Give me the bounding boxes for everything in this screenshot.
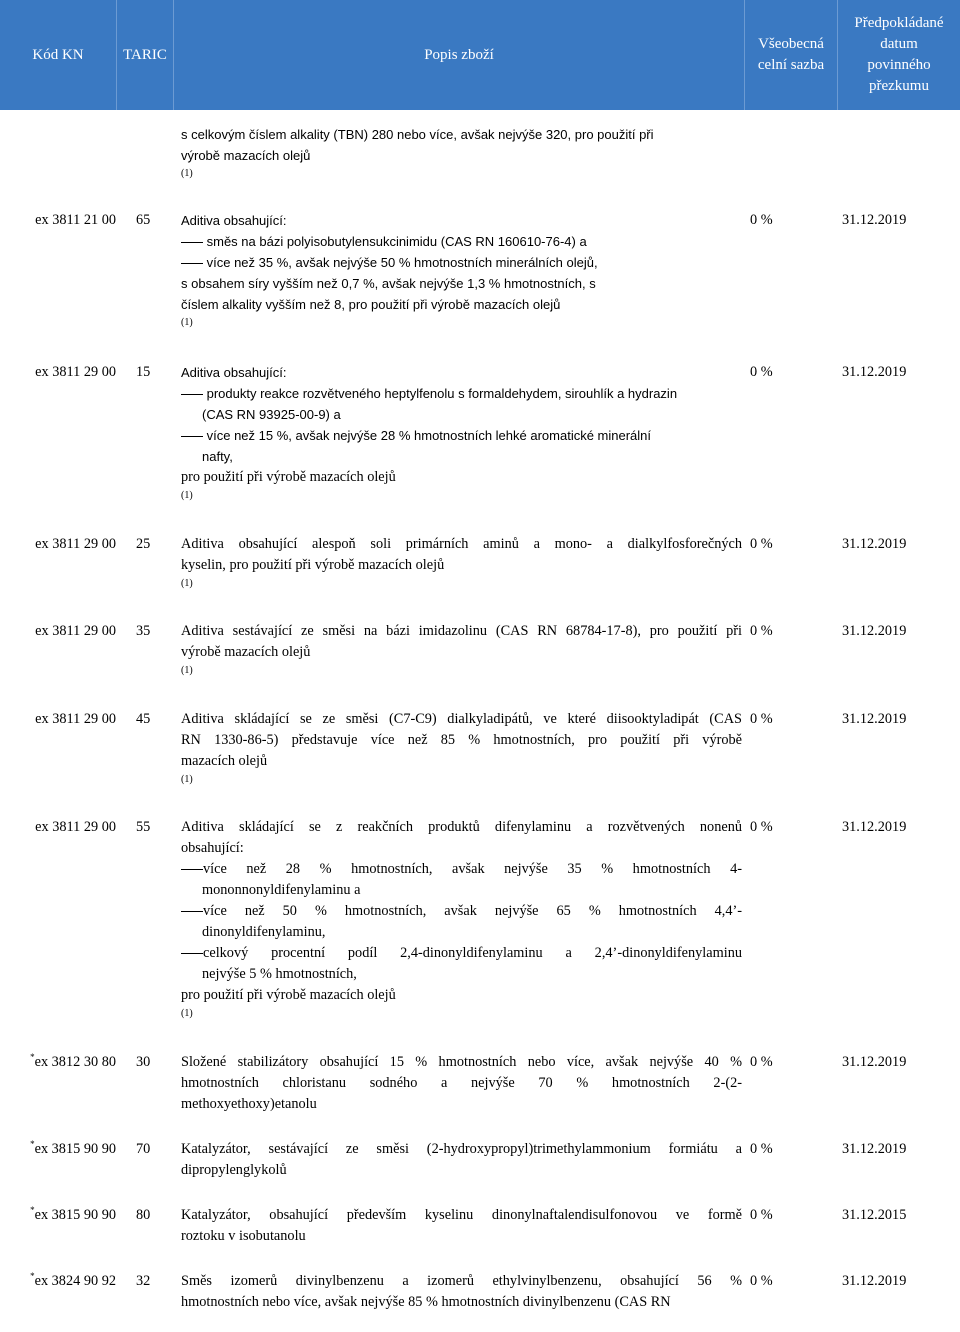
row-description <box>181 534 742 591</box>
row-date: 31.12.2019 <box>842 536 907 552</box>
header-sazba <box>745 0 837 110</box>
amendment-star: * <box>30 1205 35 1215</box>
header-datum <box>838 0 960 110</box>
description-text: celkový procentní podíl 2,4-dinonyldifenylaminu a 2,4’-dinonyldifenylaminu <box>203 945 742 961</box>
footnote-ref: (1) <box>181 490 193 501</box>
row-kn-code <box>0 1052 116 1073</box>
description-line: Aditiva obsahující alespoň soli primárních aminů a mono- a dialkylfosforečných <box>181 536 742 552</box>
dash-icon <box>181 953 203 964</box>
row-kn-code <box>0 1139 116 1160</box>
description-dash-line <box>181 901 742 922</box>
row-taric-code: 25 <box>136 536 151 552</box>
header-popis-label: Popis zboží <box>424 46 494 63</box>
description-line: methoxyethoxy)etanolu <box>181 1096 317 1112</box>
description-title: Aditiva obsahující: <box>181 365 287 380</box>
description-line: nejvýše 5 % hmotnostních, <box>202 966 357 982</box>
description-line: obsahující: <box>181 840 244 856</box>
description-dash-line <box>181 943 742 964</box>
row-date: 31.12.2019 <box>842 1054 907 1070</box>
row-kn-code <box>0 1205 116 1226</box>
dash-icon <box>181 263 203 264</box>
row-kn-code-text: ex 3815 90 90 <box>34 1207 116 1223</box>
description-line: (CAS RN 93925-00-9) a <box>202 407 341 422</box>
description-line: Katalyzátor, sestávající ze směsi (2-hydroxypropyl)trimethylammonium formiátu a <box>181 1141 742 1157</box>
row-taric-code: 30 <box>136 1054 151 1070</box>
row-rate: 0 % <box>750 711 773 727</box>
footnote-ref: (1) <box>181 774 193 785</box>
row-date: 31.12.2019 <box>842 1141 907 1157</box>
description-line: Aditiva skládající se z reakčních produktů difenylaminu a rozvětvených nonenů <box>181 819 742 835</box>
row-date: 31.12.2019 <box>842 819 907 835</box>
description-text: více než 35 %, avšak nejvýše 50 % hmotnostních minerálních olejů, <box>206 255 598 270</box>
row-kn-code-text: ex 3815 90 90 <box>34 1141 116 1157</box>
description-title: Aditiva obsahující: <box>181 213 287 228</box>
footnote-ref: (1) <box>181 317 193 328</box>
row-taric-code: 35 <box>136 623 151 639</box>
description-dash-line <box>181 425 742 446</box>
description-line: pro použití při výrobě mazacích olejů <box>181 987 396 1003</box>
table-header <box>0 0 960 110</box>
row-description <box>181 210 742 330</box>
dash-icon <box>181 869 203 880</box>
description-line: s celkovým číslem alkality (TBN) 280 nebo více, avšak nejvýše 320, pro použití při <box>181 127 654 142</box>
header-popis <box>174 0 744 110</box>
footnote-ref: (1) <box>181 168 193 179</box>
row-kn-code: ex 3811 29 00 <box>35 623 116 639</box>
footnote-ref: (1) <box>181 578 193 589</box>
description-line: Aditiva skládající se ze směsi (C7-C9) dialkyladipátů, ve které diisooktyladipát (CAS <box>181 711 742 727</box>
row-date: 31.12.2015 <box>842 1207 907 1223</box>
description-text: produkty reakce rozvětveného heptylfenolu s formaldehydem, sirouhlík a hydrazin <box>206 386 678 401</box>
row-rate: 0 % <box>750 1273 773 1289</box>
description-dash-line <box>181 383 742 404</box>
row-kn-code: ex 3811 29 00 <box>35 536 116 552</box>
header-sazba-line-2: celní sazba <box>757 57 825 73</box>
header-kod-kn-label: Kód KN <box>32 46 84 63</box>
row-date: 31.12.2019 <box>842 1273 907 1289</box>
row-rate: 0 % <box>750 819 773 835</box>
row-taric-code: 65 <box>136 212 151 228</box>
amendment-star: * <box>30 1271 35 1281</box>
dash-icon <box>181 242 203 243</box>
row-rate: 0 % <box>750 212 773 228</box>
row-rate: 0 % <box>750 1141 773 1157</box>
description-dash-line <box>181 859 742 880</box>
row-date: 31.12.2019 <box>842 364 907 380</box>
description-line: roztoku v isobutanolu <box>181 1228 306 1244</box>
row-description <box>181 1139 742 1181</box>
row-description <box>181 709 742 787</box>
row-description <box>181 621 742 678</box>
row-description <box>181 1052 742 1115</box>
description-line: RN 1330-86-5) představuje více než 85 % hmotnostních, pro použití při výrobě <box>181 732 742 748</box>
amendment-star: * <box>30 1139 35 1149</box>
description-text: směs na bázi polyisobutylensukcinimidu (CAS RN 160610-76-4) a <box>206 234 587 249</box>
row-kn-code-text: ex 3812 30 80 <box>34 1054 116 1070</box>
description-line: s obsahem síry vyšším než 0,7 %, avšak nejvýše 1,3 % hmotnostních, s <box>181 276 596 291</box>
description-line: dinonyldifenylaminu, <box>202 924 326 940</box>
dash-icon <box>181 394 203 395</box>
row-taric-code: 80 <box>136 1207 151 1223</box>
row-taric-code: 70 <box>136 1141 151 1157</box>
description-line: výrobě mazacích olejů <box>181 644 311 660</box>
header-taric-label: TARIC <box>123 46 167 63</box>
row-description <box>181 362 742 503</box>
description-line: Aditiva sestávající ze směsi na bázi imidazolinu (CAS RN 68784-17-8), pro použití při <box>181 623 742 639</box>
description-line: Složené stabilizátory obsahující 15 % hmotnostních nebo více, avšak nejvýše 40 % <box>181 1054 742 1070</box>
description-line: hmotnostních chloristanu sodného a nejvýše 70 % hmotnostních 2-(2- <box>181 1075 742 1091</box>
row-kn-code: ex 3811 29 00 <box>35 819 116 835</box>
description-line: pro použití při výrobě mazacích olejů <box>181 469 396 485</box>
row-taric-code: 15 <box>136 364 151 380</box>
row-kn-code-text: ex 3824 90 92 <box>34 1273 116 1289</box>
header-datum-line-3: povinného <box>867 57 931 73</box>
description-text: více než 28 % hmotnostních, avšak nejvýše 35 % hmotnostních 4- <box>203 861 742 877</box>
header-datum-line-4: přezkumu <box>869 78 929 94</box>
description-line: číslem alkality vyšším než 8, pro použití při výrobě mazacích olejů <box>181 297 561 312</box>
dash-icon <box>181 436 203 437</box>
header-kod-kn <box>0 0 116 110</box>
row-date: 31.12.2019 <box>842 623 907 639</box>
description-dash-line <box>181 252 742 273</box>
row-description <box>181 1271 742 1313</box>
description-line: nafty, <box>202 449 233 464</box>
description-line: dipropylenglykolů <box>181 1162 287 1178</box>
row-date: 31.12.2019 <box>842 711 907 727</box>
row-rate: 0 % <box>750 623 773 639</box>
row-kn-code: ex 3811 21 00 <box>35 212 116 228</box>
description-text: více než 50 % hmotnostních, avšak nejvýše 65 % hmotnostních 4,4’- <box>203 903 742 919</box>
header-taric <box>117 0 173 110</box>
row-taric-code: 55 <box>136 819 151 835</box>
description-text: více než 15 %, avšak nejvýše 28 % hmotnostních lehké aromatické minerální <box>206 428 652 443</box>
row-rate: 0 % <box>750 1054 773 1070</box>
row-kn-code <box>0 1271 116 1292</box>
row-description <box>181 124 742 181</box>
footnote-ref: (1) <box>181 1008 193 1019</box>
description-dash-line <box>181 231 742 252</box>
description-line: mazacích olejů <box>181 753 268 769</box>
description-line: kyselin, pro použití při výrobě mazacích olejů <box>181 557 445 573</box>
row-rate: 0 % <box>750 1207 773 1223</box>
description-line: mononnonyldifenylaminu a <box>202 882 361 898</box>
row-rate: 0 % <box>750 364 773 380</box>
dash-icon <box>181 911 203 922</box>
row-taric-code: 32 <box>136 1273 151 1289</box>
row-rate: 0 % <box>750 536 773 552</box>
row-description <box>181 1205 742 1247</box>
header-sazba-line-1: Všeobecná <box>758 36 824 52</box>
description-line: hmotnostních nebo více, avšak nejvýše 85 % hmotnostních divinylbenzenu (CAS RN <box>181 1294 671 1310</box>
footnote-ref: (1) <box>181 665 193 676</box>
description-line: výrobě mazacích olejů <box>181 148 311 163</box>
header-datum-line-2: datum <box>880 36 918 52</box>
header-datum-line-1: Předpokládané <box>854 15 944 31</box>
row-date: 31.12.2019 <box>842 212 907 228</box>
amendment-star: * <box>30 1052 35 1062</box>
row-kn-code: ex 3811 29 00 <box>35 711 116 727</box>
row-taric-code: 45 <box>136 711 151 727</box>
description-line: Směs izomerů divinylbenzenu a izomerů ethylvinylbenzenu, obsahující 56 % <box>181 1273 742 1289</box>
description-line: Katalyzátor, obsahující především kyselinu dinonylnaftalendisulfonovou ve formě <box>181 1207 742 1223</box>
row-description <box>181 817 742 1021</box>
row-kn-code: ex 3811 29 00 <box>35 364 116 380</box>
